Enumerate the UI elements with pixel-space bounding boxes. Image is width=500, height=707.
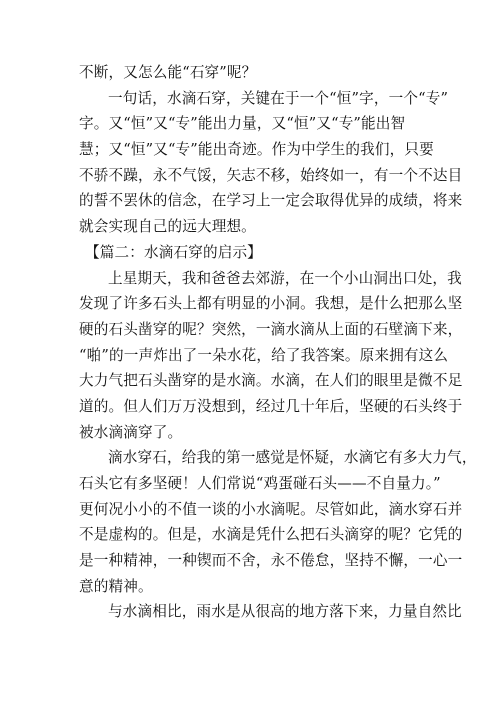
text-line: 大力气把石头凿穿的是水滴。水滴，在人们的眼里是微不足 xyxy=(79,372,463,390)
text-line: 道的。但人们万万没想到，经过几十年后，坚硬的石头终于 xyxy=(79,397,463,415)
text-line: 慧；又“恒”又“专”能出奇迹。作为中学生的我们，只要 xyxy=(79,141,434,159)
text-line: 字。又“恒”又“专”能出力量，又“恒”又“专”能出智 xyxy=(79,115,406,133)
paragraph-start-line: 一句话，水滴石穿，关键在于一个“恒”字，一个“专” xyxy=(108,89,449,107)
text-line: 石头它有多坚硬！人们常说“鸡蛋碰石头——不自量力。” xyxy=(79,475,441,492)
text-line: 被水滴滴穿了。 xyxy=(79,423,183,441)
text-line: 意的精神。 xyxy=(79,577,153,595)
text-line: 发现了许多石头上都有明显的小洞。我想，是什么把那么坚 xyxy=(79,295,463,313)
paragraph-start-line: 与水滴相比，雨水是从很高的地方落下来，力量自然比 xyxy=(108,603,462,621)
text-line: 硬的石头凿穿的呢？突然，一滴水滴从上面的石壁滴下来， xyxy=(79,320,463,338)
paragraph-start-line: 滴水穿石，给我的第一感觉是怀疑，水滴它有多大力气， xyxy=(108,449,477,467)
text-line: “啪”的一声炸出了一朵水花，给了我答案。原来拥有这么 xyxy=(79,346,449,364)
essay-text xyxy=(79,60,477,625)
text-line: 不断，又怎么能“石穿”呢？ xyxy=(79,64,257,81)
text-line: 更何况小小的不值一谈的小水滴呢。尽管如此，滴水穿石并 xyxy=(79,500,463,518)
text-line: 不是虚构的。但是，水滴是凭什么把石头滴穿的呢？它凭的 xyxy=(79,526,463,544)
section-heading: 【篇二：水滴石穿的启示】 xyxy=(85,243,262,261)
text-line: 就会实现自己的远大理想。 xyxy=(79,218,256,236)
text-line: 是一种精神，一种锲而不舍，永不倦怠，坚持不懈，一心一 xyxy=(79,552,463,570)
paragraph-start-line: 上星期天，我和爸爸去郊游，在一个小山洞出口处，我 xyxy=(108,269,462,287)
text-line: 不骄不躁，永不气馁，矢志不移，始终如一，有一个不达目 xyxy=(79,166,463,184)
text-line: 的誓不罢休的信念，在学习上一定会取得优异的成绩，将来 xyxy=(79,192,463,210)
